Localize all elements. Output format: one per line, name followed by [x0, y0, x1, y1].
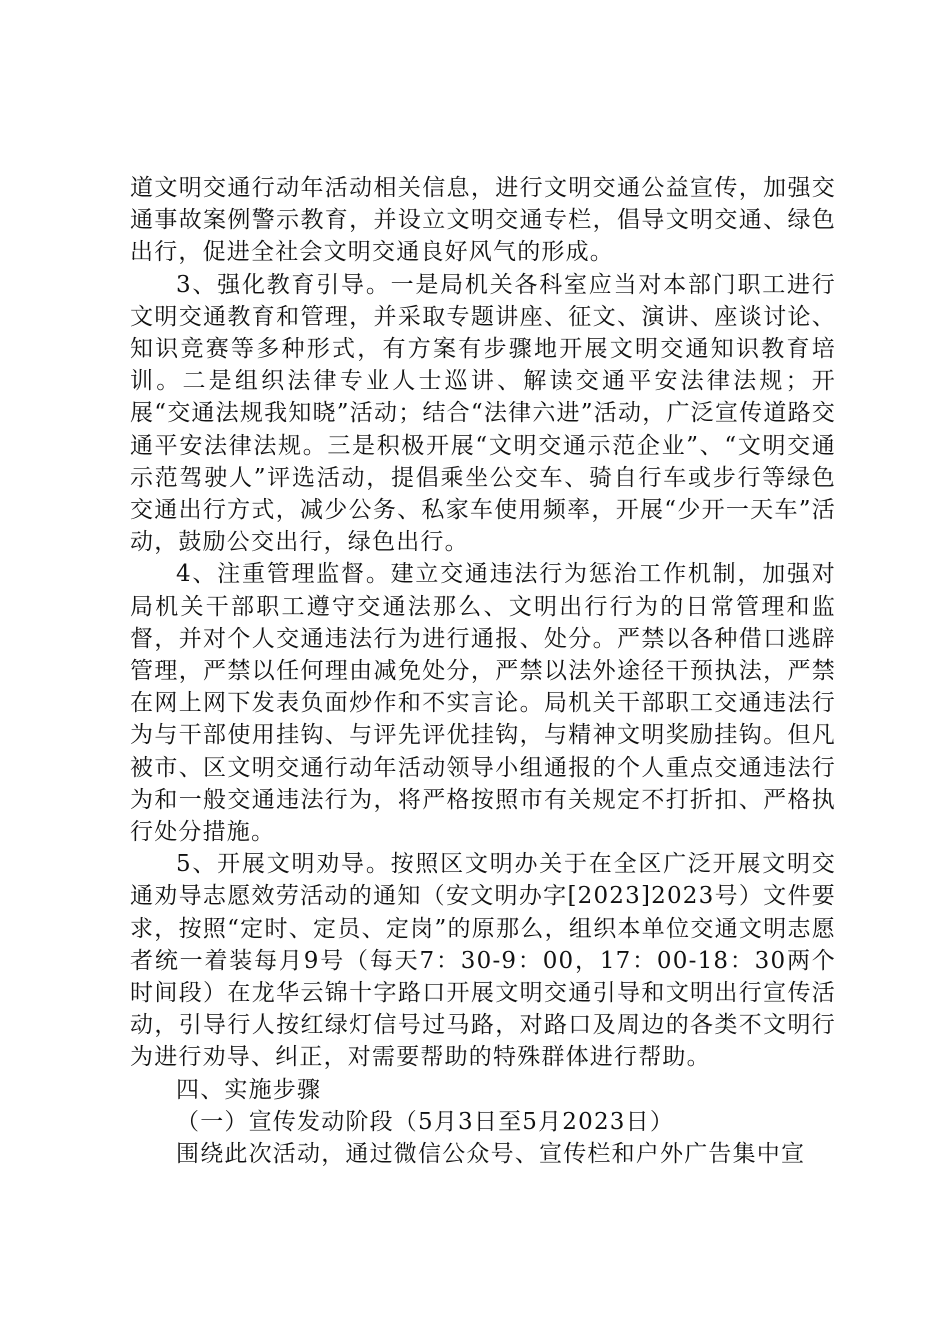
- paragraph-item-5-persuasion: 5、开展文明劝导。按照区文明办关于在全区广泛开展文明交通劝导志愿效劳活动的通知（安文明办字[2023]2023号）文件要求，按照“定时、定员、定岗”的原那么，组织本单位交通文明志愿者统一着装每月9号（每天7：30-9：00，17：00-18：30两个时间段）在龙华云锦十字路口开展文明交通引导和文明出行宣传活动，引导行人按红绿灯信号过马路，对路口及周边的各类不文明行为进行劝导、纠正，对需要帮助的特殊群体进行帮助。: [130, 851, 836, 1071]
- paragraph-item-3-education: 3、强化教育引导。一是局机关各科室应当对本部门职工进行文明交通教育和管理，并采取专题讲座、征文、演讲、座谈讨论、知识竞赛等多种形式，有方案有步骤地开展文明交通知识教育培训。二是组织法律专业人士巡讲、解读交通平安法律法规；开展“交通法规我知晓”活动；结合“法律六进”活动，广泛宣传道路交通平安法律法规。三是积极开展“文明交通示范企业”、“文明交通示范驾驶人”评选活动，提倡乘坐公交车、骑自行车或步行等绿色交通出行方式，减少公务、私家车使用频率，开展“少开一天车”活动，鼓励公交出行，绿色出行。: [130, 271, 836, 556]
- subsection-heading-publicity-stage: （一）宣传发动阶段（5月3日至5月2023日）: [176, 1108, 675, 1135]
- paragraph-publicity-stage-body: 围绕此次活动，通过微信公众号、宣传栏和户外广告集中宣: [176, 1141, 806, 1168]
- paragraph-item-4-supervision: 4、注重管理监督。建立交通违法行为惩治工作机制，加强对局机关干部职工遵守交通法那么、文明出行行为的日常管理和监督，并对个人交通违法行为进行通报、处分。严禁以各种借口逃辟管理，严禁以任何理由减免处分，严禁以法外途径干预执法，严禁在网上网下发表负面炒作和不实言论。局机关干部职工交通违法行为与干部使用挂钩、与评先评优挂钩，与精神文明奖励挂钩。但凡被市、区文明交通行动年活动领导小组通报的个人重点交通违法行为和一般交通违法行为，将严格按照市有关规定不打折扣、严格执行处分措施。: [130, 561, 836, 846]
- document-page: [130, 172, 836, 1170]
- section-heading-implementation-steps: 四、实施步骤: [176, 1076, 322, 1103]
- paragraph-continuation: 道文明交通行动年活动相关信息，进行文明交通公益宣传，加强交通事故案例警示教育，并设立文明交通专栏，倡导文明交通、绿色出行，促进全社会文明交通良好风气的形成。: [130, 175, 836, 266]
